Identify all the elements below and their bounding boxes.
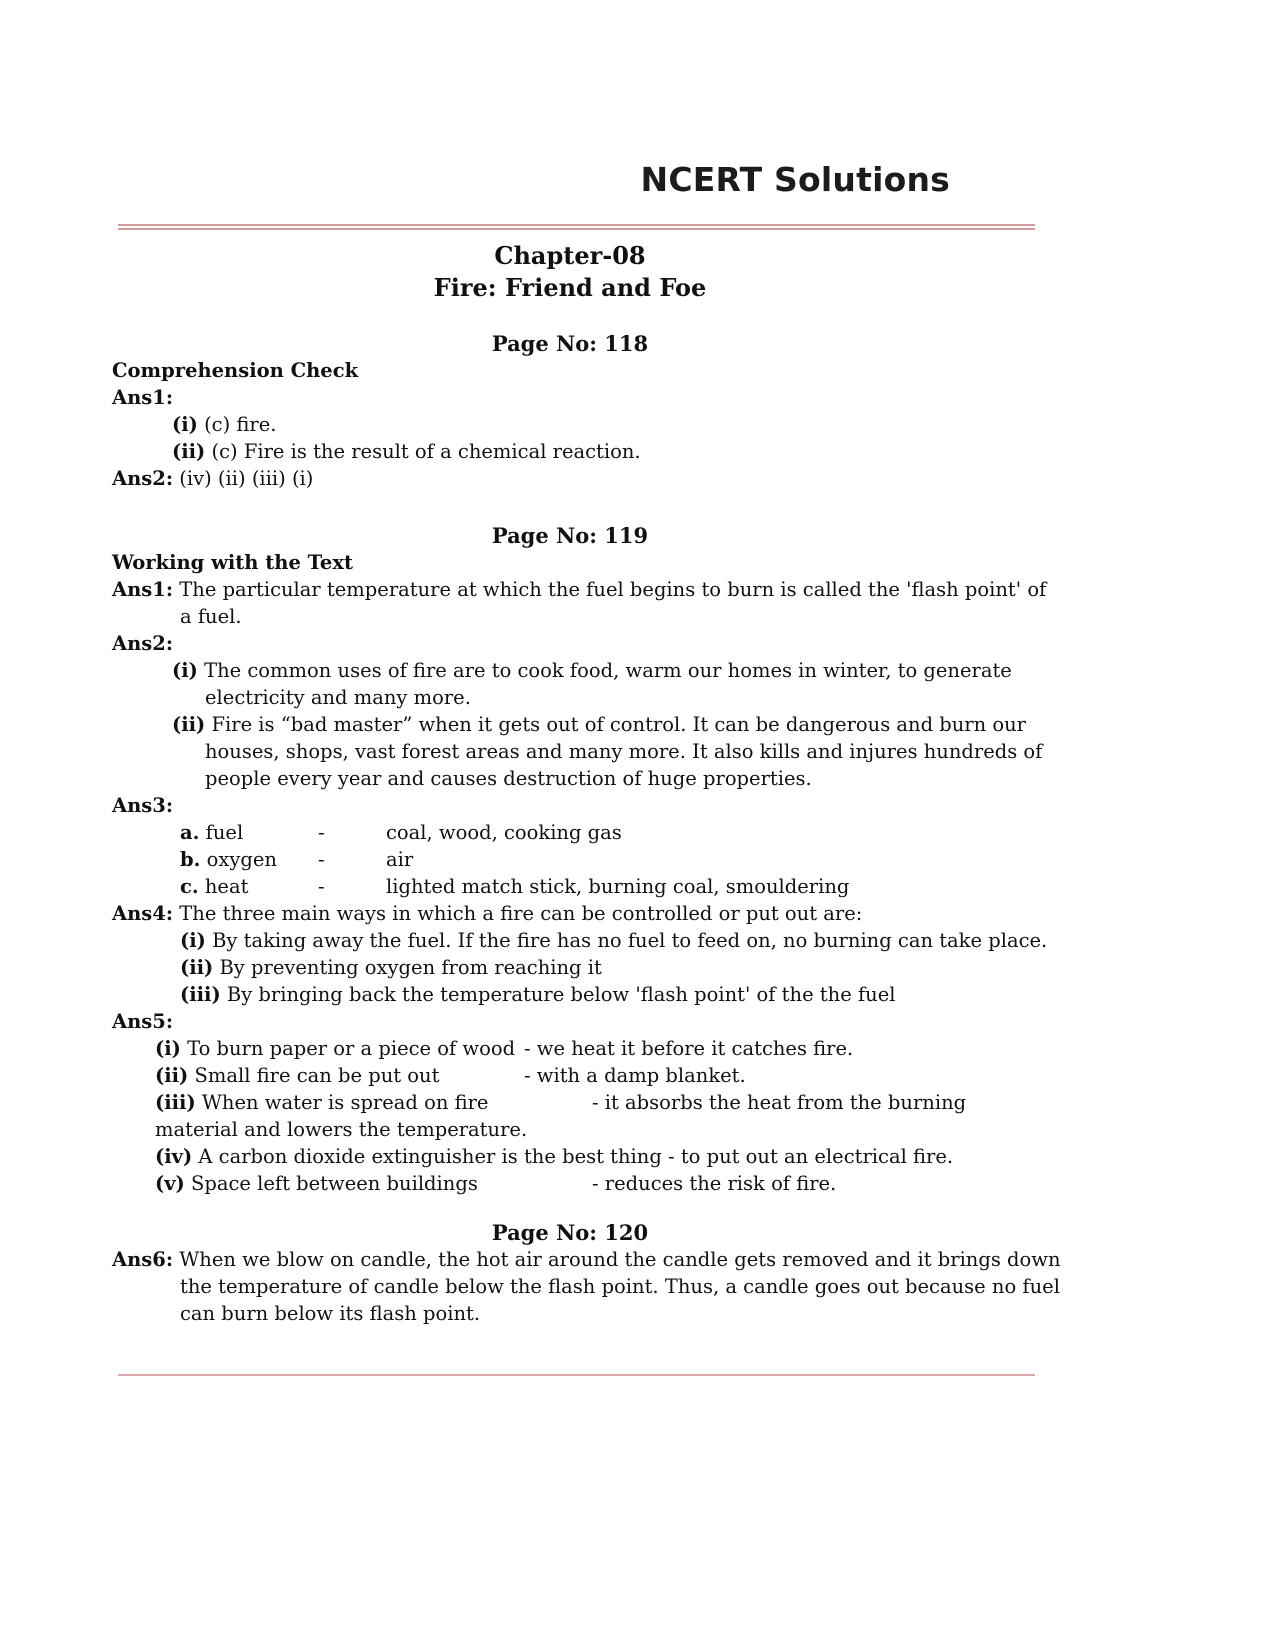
answer-continuation: material and lowers the temperature. <box>155 1118 528 1141</box>
answer-continuation: electricity and many more. <box>205 686 471 709</box>
answer-line: Ans6: When we blow on candle, the hot air around the candle gets removed and it brings down <box>112 1248 1061 1271</box>
match-value: air <box>386 848 414 871</box>
answer-line: Ans1: The particular temperature at which the fuel begins to burn is called the 'flash point' of <box>112 578 1047 601</box>
header-divider <box>118 224 1035 230</box>
answer-label: Ans5: <box>112 1010 174 1033</box>
answer-item: (iii) When water is spread on fire <box>155 1091 489 1114</box>
answer-item: (i) By taking away the fuel. If the fire has no fuel to feed on, no burning can take place. <box>180 929 1048 952</box>
match-row: c. heat <box>180 875 249 898</box>
page-number-118: Page No: 118 <box>491 331 649 356</box>
answer-line: Ans4: The three main ways in which a fire can be controlled or put out are: <box>112 902 863 925</box>
match-dash: - <box>318 821 325 844</box>
answer-continuation: houses, shops, vast forest areas and many more. It also kills and injures hundreds of <box>205 740 1043 763</box>
answer-item-right: - with a damp blanket. <box>524 1064 746 1087</box>
answer-item: (iii) By bringing back the temperature below 'flash point' of the the fuel <box>180 983 896 1006</box>
footer-divider <box>118 1374 1035 1376</box>
chapter-title: Fire: Friend and Foe <box>433 273 707 302</box>
answer-item: (i) The common uses of fire are to cook food, warm our homes in winter, to generate <box>172 659 1012 682</box>
answer-item: (ii) Fire is “bad master” when it gets out of control. It can be dangerous and burn our <box>172 713 1027 736</box>
answer-item-right: - it absorbs the heat from the burning <box>592 1091 967 1114</box>
answer-item: (iv) A carbon dioxide extinguisher is the best thing - to put out an electrical fire. <box>155 1145 954 1168</box>
answer-label: Ans3: <box>112 794 174 817</box>
answer-item: (v) Space left between buildings <box>155 1172 478 1195</box>
answer-label: Ans2: <box>112 632 174 655</box>
match-dash: - <box>318 848 325 871</box>
section-heading-working: Working with the Text <box>112 551 353 574</box>
answer-item: (ii) (c) Fire is the result of a chemical reaction. <box>172 440 641 463</box>
match-row: a. fuel <box>180 821 244 844</box>
match-value: lighted match stick, burning coal, smouldering <box>386 875 850 898</box>
answer-item: (ii) Small fire can be put out <box>155 1064 440 1087</box>
answer-line: Ans2: (iv) (ii) (iii) (i) <box>112 467 314 490</box>
match-row: b. oxygen <box>180 848 277 871</box>
match-dash: - <box>318 875 325 898</box>
answer-label: Ans1: <box>112 386 174 409</box>
answer-item-right: - reduces the risk of fire. <box>592 1172 837 1195</box>
answer-continuation: the temperature of candle below the flash point. Thus, a candle goes out because no fuel <box>180 1275 1060 1298</box>
answer-continuation: a fuel. <box>180 605 242 628</box>
answer-item: (i) To burn paper or a piece of wood <box>155 1037 516 1060</box>
page-number-120: Page No: 120 <box>491 1220 649 1245</box>
answer-item-right: - we heat it before it catches fire. <box>524 1037 854 1060</box>
answer-item: (i) (c) fire. <box>172 413 277 436</box>
brand-title: NCERT Solutions <box>640 160 950 199</box>
answer-continuation: people every year and causes destruction of huge properties. <box>205 767 812 790</box>
match-value: coal, wood, cooking gas <box>386 821 622 844</box>
page-number-119: Page No: 119 <box>491 523 649 548</box>
answer-continuation: can burn below its flash point. <box>180 1302 481 1325</box>
chapter-number: Chapter-08 <box>494 241 646 270</box>
section-heading-comprehension: Comprehension Check <box>112 359 359 382</box>
answer-item: (ii) By preventing oxygen from reaching it <box>180 956 602 979</box>
